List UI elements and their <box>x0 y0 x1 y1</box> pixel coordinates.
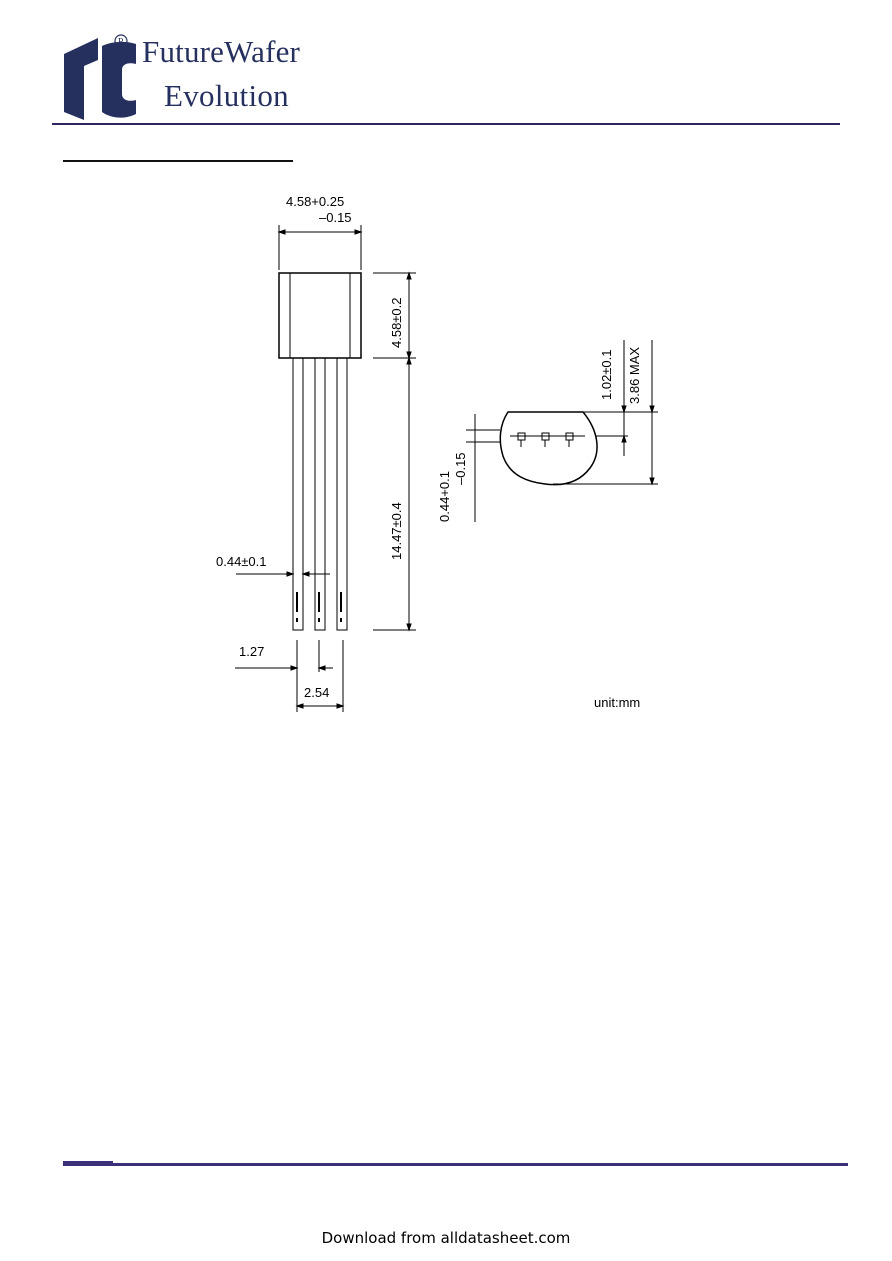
side-view-leads <box>510 433 585 447</box>
package-body <box>279 273 361 358</box>
brand-tagline: Evolution <box>164 78 289 113</box>
side-view-body <box>500 412 597 485</box>
dim-body-height: 4.58±0.2 <box>389 297 404 348</box>
dim-lead-pitch: 2.54 <box>304 685 330 700</box>
dim-side-offset: 1.02±0.1 <box>599 349 614 400</box>
dim-body-width: 4.58+0.25 <box>286 194 345 209</box>
registered-mark: R <box>117 36 125 47</box>
download-source-text: Download from alldatasheet.com <box>321 1229 571 1247</box>
leads <box>293 358 347 630</box>
dim-side-lead: 0.44+0.1 <box>437 471 452 522</box>
dim-side-lead-tolerance: –0.15 <box>453 452 468 485</box>
unit-label: unit:mm <box>594 695 641 710</box>
brand-name: FutureWafer <box>142 34 301 69</box>
dim-body-width-tolerance: –0.15 <box>319 210 352 225</box>
dim-lead-width: 0.44±0.1 <box>216 554 267 569</box>
dim-lead-length: 14.47±0.4 <box>389 502 404 560</box>
footer-divider <box>63 1163 848 1166</box>
dim-side-depth: 3.86 MAX <box>627 346 642 404</box>
dim-lead-pitch-half: 1.27 <box>239 644 265 659</box>
